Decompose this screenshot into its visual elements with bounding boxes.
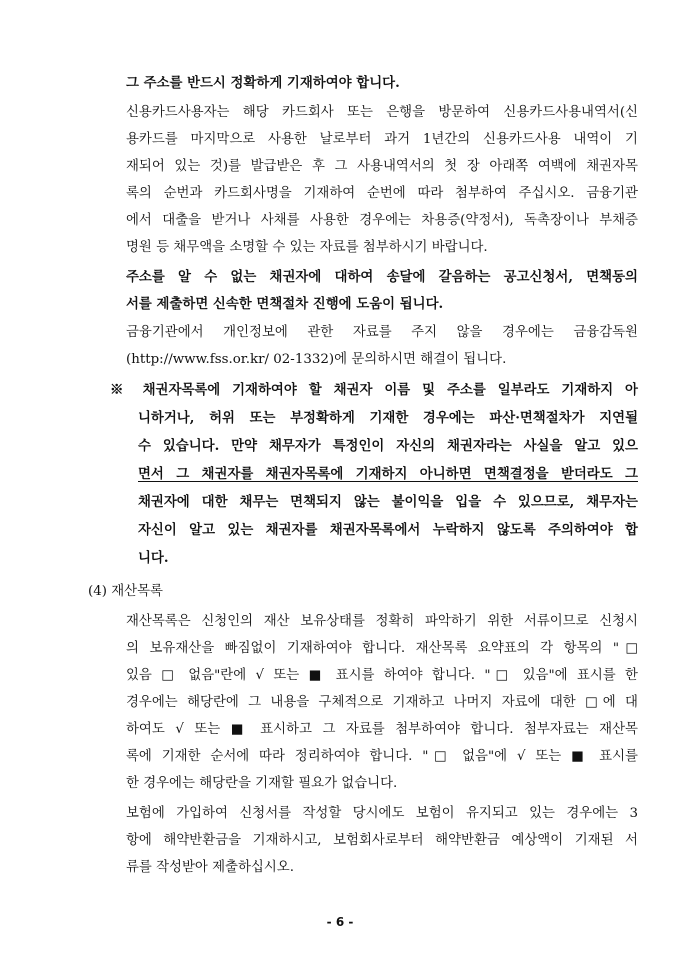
- text-line: 주소를 알 수 없는 채권자에 대하여 송달에 갈음하는 공고신청서, 면책동의: [126, 269, 638, 285]
- text-line: 금융기관에서 개인정보에 관한 자료를 주지 않을 경우에는 금융감독원: [126, 325, 638, 340]
- text-line: 있음 □ 없음"란에 √ 또는 ■ 표시를 하여야 합니다. "□ 있음"에 표시를 한: [126, 668, 638, 683]
- text-line: 에서 대출을 받거나 사채를 사용한 경우에는 차용증(약정서), 독촉장이나 부채증: [126, 213, 638, 228]
- text-line: 류를 작성받아 제출하십시오.: [126, 860, 294, 875]
- notice-line: 니하거나, 허위 또는 부정확하게 기재한 경우에는 파산·면책절차가 지연될: [138, 410, 638, 426]
- text-line: 재산목록은 신청인의 재산 보유상태를 정확히 파악하기 위한 서류이므로 신청시: [126, 614, 638, 629]
- text-line: 신용카드사용자는 해당 카드회사 또는 은행을 방문하여 신용카드사용내역서(신: [126, 105, 638, 120]
- notice-line: 면서 그 채권자를 채권자목록에 기재하지 아니하면 면책결정을 받더라도 그: [138, 466, 638, 482]
- section-heading: (4) 재산목록: [88, 584, 163, 599]
- notice-line: ※ 채권자목록에 기재하여야 할 채권자 이름 및 주소를 일부라도 기재하지 아: [110, 382, 638, 398]
- text-line: 그 주소를 반드시 정확하게 기재하여야 합니다.: [126, 75, 400, 91]
- text-line: 록의 순번과 카드회사명을 기재하여 순번에 따라 첨부하여 주십시오. 금융기관: [126, 186, 638, 201]
- text-line: 보험에 가입하여 신청서를 작성할 당시에도 보험이 유지되고 있는 경우에는 3: [126, 806, 638, 821]
- text-line: 재되어 있는 것)를 발급받은 후 그 사용내역서의 첫 장 아래쪽 여백에 채권자목: [126, 159, 638, 174]
- text-line: (http://www.fss.or.kr/ 02-1332)에 문의하시면 해결이 됩니다.: [126, 352, 507, 367]
- notice-line: 니다.: [138, 550, 169, 566]
- page-number: - 6 -: [326, 915, 354, 929]
- notice-line: 자신이 알고 있는 채권자를 채권자목록에서 누락하지 않도록 주의하여야 합: [138, 522, 638, 538]
- text-line: 하여도 √ 또는 ■ 표시하고 그 자료를 첨부하여야 합니다. 첨부자료는 재산목: [126, 722, 638, 737]
- text-line: 명원 등 채무액을 소명할 수 있는 자료를 첨부하시기 바랍니다.: [126, 240, 488, 255]
- notice-line: 채권자에 대한 채무는 면책되지 않는 불이익을 입을 수 있으므로, 채무자는: [138, 494, 638, 510]
- text-line: 항에 해약반환금을 기재하시고, 보험회사로부터 해약반환금 예상액이 기재된 서: [126, 833, 638, 848]
- text-line: 록에 기재한 순서에 따라 정리하여야 합니다. "□ 없음"에 √ 또는 ■ 표시를: [126, 749, 638, 764]
- text-line: 한 경우에는 해당란을 기재할 필요가 없습니다.: [126, 776, 398, 791]
- text-line: 의 보유재산을 빠짐없이 기재하여야 합니다. 재산목록 요약표의 각 항목의 "□: [126, 641, 638, 656]
- text-line: 서를 제출하면 신속한 면책절차 진행에 도움이 됩니다.: [126, 296, 444, 312]
- text-line: 용카드를 마지막으로 사용한 날로부터 과거 1년간의 신용카드사용 내역이 기: [126, 132, 638, 147]
- text-line: 경우에는 해당란에 그 내용을 구체적으로 기재하고 나머지 자료에 대한 □에 대: [126, 695, 638, 710]
- notice-line: 수 있습니다. 만약 채무자가 특정인이 자신의 채권자라는 사실을 알고 있으: [138, 438, 638, 454]
